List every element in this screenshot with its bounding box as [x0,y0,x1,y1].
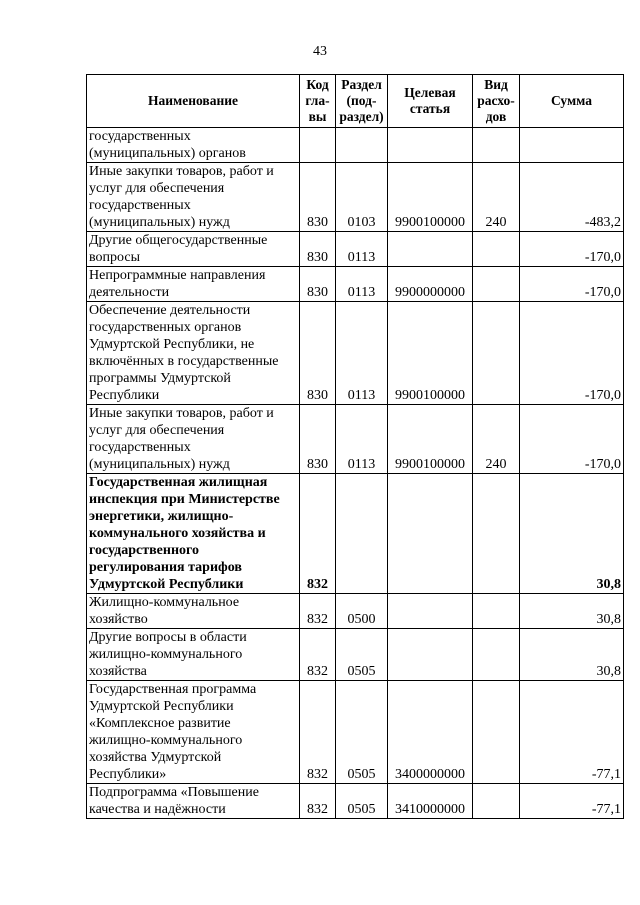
cell-code: 832 [300,784,336,819]
table-body [87,128,624,819]
cell-section: 0113 [336,232,388,267]
cell-sum: -170,0 [520,405,624,474]
table-row [87,128,624,163]
table-row [87,681,624,784]
cell-type [473,128,520,163]
cell-target: 9900100000 [388,163,473,232]
cell-target: 9900000000 [388,267,473,302]
cell-type [473,474,520,594]
table-row [87,784,624,819]
cell-section: 0505 [336,681,388,784]
table-row [87,405,624,474]
cell-type [473,302,520,405]
cell-code: 830 [300,267,336,302]
cell-section: 0505 [336,784,388,819]
cell-sum: -483,2 [520,163,624,232]
cell-target [388,594,473,629]
cell-target: 9900100000 [388,405,473,474]
cell-target: 3410000000 [388,784,473,819]
cell-sum: -170,0 [520,232,624,267]
cell-name: Иные закупки товаров, работ и услуг для обеспечения государственных (муниципальных) нужд [87,405,300,474]
table-header-row [87,75,624,128]
cell-target [388,629,473,681]
header-type: Вид расхо- дов [473,75,520,128]
cell-section [336,474,388,594]
cell-type [473,594,520,629]
table-row [87,267,624,302]
cell-name: Обеспечение деятельности государственных органов Удмуртской Республики, не включённых в государственные программы Удмуртской Республики [87,302,300,405]
cell-code: 830 [300,302,336,405]
cell-type: 240 [473,163,520,232]
header-name: Наименование [87,75,300,128]
cell-name: Другие вопросы в области жилищно-коммунального хозяйства [87,629,300,681]
cell-name: Иные закупки товаров, работ и услуг для обеспечения государственных (муниципальных) нужд [87,163,300,232]
cell-section: 0500 [336,594,388,629]
cell-target: 9900100000 [388,302,473,405]
cell-code: 832 [300,594,336,629]
page-number: 43 [313,44,327,59]
cell-sum [520,128,624,163]
cell-name: Жилищно-коммунальное хозяйство [87,594,300,629]
cell-code: 830 [300,163,336,232]
cell-target [388,232,473,267]
table-row [87,302,624,405]
cell-name: Государственная жилищная инспекция при Министерстве энергетики, жилищно- коммунального хозяйства и государственного регулирования тарифов Удмуртской Республики [87,474,300,594]
header-sum: Сумма [520,75,624,128]
cell-name: Непрограммные направления деятельности [87,267,300,302]
cell-target: 3400000000 [388,681,473,784]
cell-section: 0113 [336,405,388,474]
table-row [87,474,624,594]
cell-type [473,784,520,819]
cell-name: Государственная программа Удмуртской Республики «Комплексное развитие жилищно-коммунального хозяйства Удмуртской Республики» [87,681,300,784]
table-row [87,232,624,267]
cell-section: 0113 [336,302,388,405]
cell-sum: -77,1 [520,681,624,784]
cell-code: 830 [300,405,336,474]
cell-code [300,128,336,163]
cell-sum: -170,0 [520,267,624,302]
cell-sum: 30,8 [520,474,624,594]
cell-name: государственных (муниципальных) органов [87,128,300,163]
cell-type [473,629,520,681]
cell-name: Другие общегосударственные вопросы [87,232,300,267]
cell-target [388,128,473,163]
cell-section [336,128,388,163]
table-row [87,629,624,681]
cell-code: 832 [300,629,336,681]
table-row [87,594,624,629]
cell-section: 0505 [336,629,388,681]
cell-sum: -170,0 [520,302,624,405]
cell-code: 830 [300,232,336,267]
cell-target [388,474,473,594]
cell-code: 832 [300,474,336,594]
cell-sum: 30,8 [520,629,624,681]
cell-type [473,681,520,784]
table-row [87,163,624,232]
cell-code: 832 [300,681,336,784]
cell-sum: 30,8 [520,594,624,629]
cell-type: 240 [473,405,520,474]
cell-name: Подпрограмма «Повышение качества и надёжности [87,784,300,819]
cell-section: 0103 [336,163,388,232]
cell-sum: -77,1 [520,784,624,819]
header-target: Целевая статья [388,75,473,128]
header-section: Раздел (под- раздел) [336,75,388,128]
budget-table [86,74,624,819]
cell-type [473,232,520,267]
cell-type [473,267,520,302]
cell-section: 0113 [336,267,388,302]
header-code: Код гла- вы [300,75,336,128]
